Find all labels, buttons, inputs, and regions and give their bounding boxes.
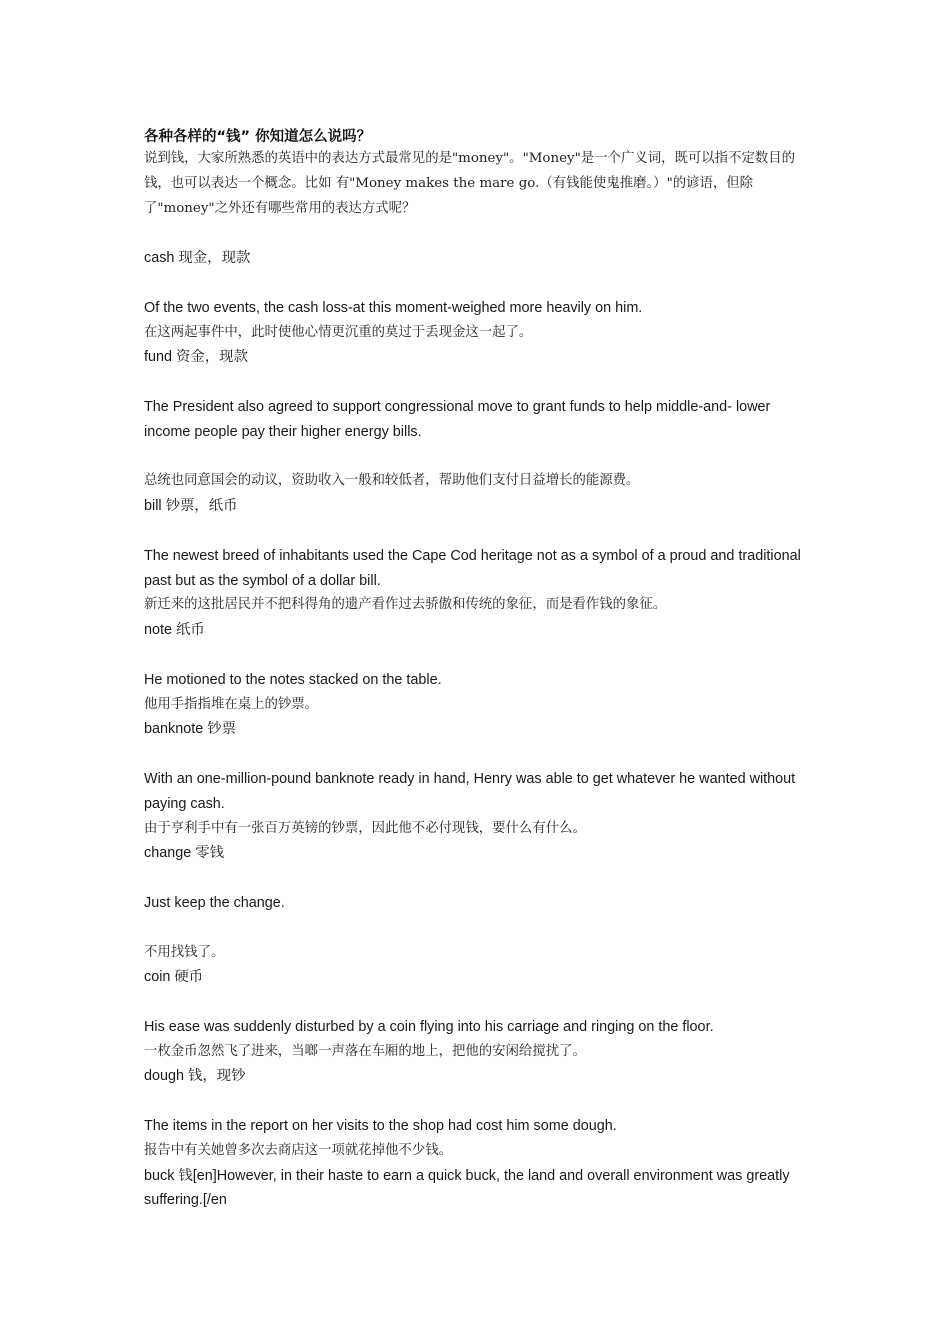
entry-fund: [144, 345, 814, 494]
entry-cash: [144, 246, 814, 345]
example-chinese: 由于亨利手中有一张百万英镑的钞票，因此他不必付现钱，要什么有什么。: [144, 820, 586, 836]
example-english: Just keep the change.: [144, 894, 285, 911]
entry-change: [144, 841, 814, 965]
example-chinese: 报告中有关她曾多次去商店这一项就花掉他不少钱。: [144, 1142, 452, 1158]
entry-term: banknote 钞票: [144, 721, 236, 738]
entry-banknote: [144, 717, 814, 841]
example-chinese: 他用手指指堆在桌上的钞票。: [144, 696, 319, 712]
entry-term: change 零钱: [144, 845, 224, 862]
example-english: The newest breed of inhabitants used the Cape Cod heritage not as a symbol of a proud and traditional past but as the symbol of a dollar bill.: [144, 547, 801, 589]
entry-note: [144, 618, 814, 717]
example-english: Of the two events, the cash loss-at this moment-weighed more heavily on him.: [144, 299, 643, 316]
entry-term: coin 硬币: [144, 969, 204, 986]
entry-buck: buck 钱[en]However, in their haste to earn a quick buck, the land and overall environment was greatly suffering.[/en: [144, 1167, 790, 1209]
entry-term: note 纸币: [144, 622, 205, 639]
example-chinese: 一枚金币忽然飞了进来，当啷一声落在车厢的地上，把他的安闲给搅扰了。: [144, 1043, 586, 1059]
entry-coin: [144, 965, 814, 1064]
example-english: He motioned to the notes stacked on the table.: [144, 671, 442, 688]
spacer: [144, 221, 814, 246]
example-chinese: 总统也同意国会的动议，资助收入一般和较低者，帮助他们支付日益增长的能源费。: [144, 473, 640, 489]
entry-term: bill 钞票，纸币: [144, 498, 238, 515]
entry-term: fund 资金，现款: [144, 349, 248, 366]
example-chinese: 新迁来的这批居民并不把科得角的遗产看作过去骄傲和传统的象征，而是看作钱的象征。: [144, 597, 667, 613]
entry-term: cash 现金，现款: [144, 250, 251, 267]
entry-term: dough 钱，现钞: [144, 1068, 246, 1085]
example-chinese: 在这两起事件中，此时使他心情更沉重的莫过于丢现金这一起了。: [144, 324, 533, 340]
example-english: The items in the report on her visits to the shop had cost him some dough.: [144, 1118, 617, 1135]
example-chinese: 不用找钱了。: [144, 944, 225, 960]
entry-dough: [144, 1064, 814, 1163]
example-english: The President also agreed to support congressional move to grant funds to help middle-and- lower income people pay their higher energy bills.: [144, 398, 771, 440]
intro-paragraph: 说到钱，大家所熟悉的英语中的表达方式最常见的是"money"。"Money"是一个广义词，既可以指不定数目的钱，也可以表达一个概念。比如 有"Money makes the mare go.（有钱能使鬼推磨。）"的谚语，但除了"money"之外还有哪些常用的表达方式呢？: [144, 151, 796, 216]
example-english: His ease was suddenly disturbed by a coin flying into his carriage and ringing on the floor.: [144, 1018, 714, 1035]
example-english: With an one-million-pound banknote ready in hand, Henry was able to get whatever he wanted without paying cash.: [144, 770, 796, 812]
document-page: [144, 127, 814, 1213]
document-title: 各种各样的“钱” 你知道怎么说吗？: [144, 129, 372, 145]
entry-bill: [144, 494, 814, 618]
